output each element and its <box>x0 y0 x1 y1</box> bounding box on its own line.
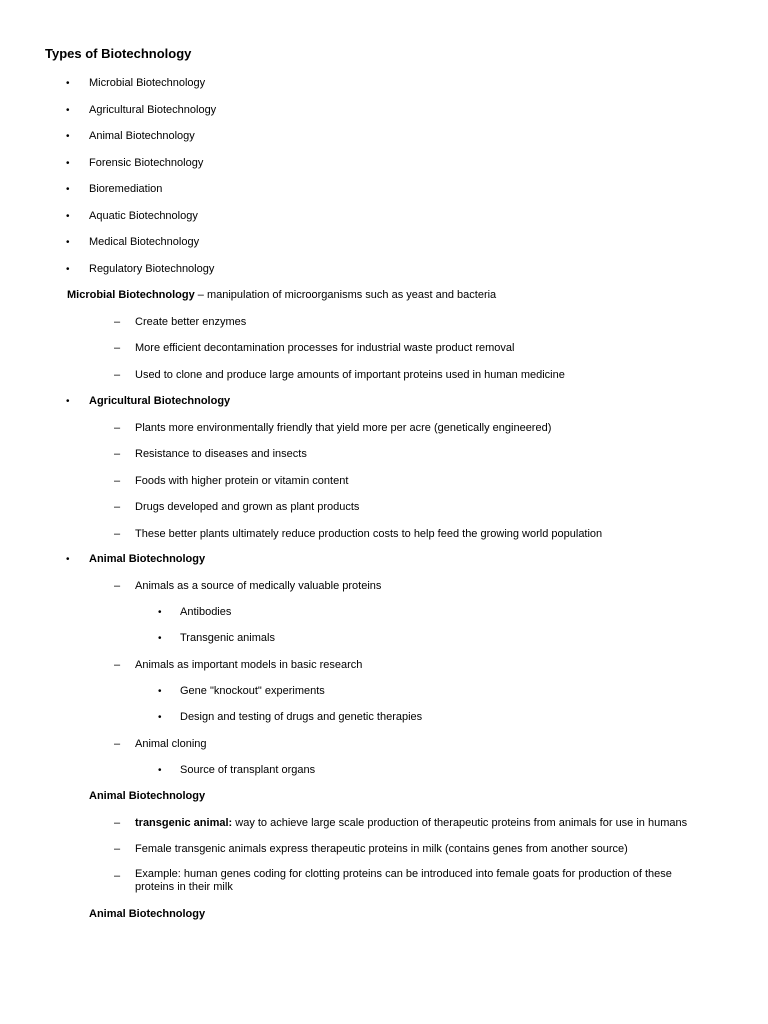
bullet: • <box>66 184 70 195</box>
page-title: Types of Biotechnology <box>45 46 192 61</box>
list-item: Medical Biotechnology <box>89 236 200 248</box>
list-item: Create better enzymes <box>135 316 247 328</box>
list-item: Microbial Biotechnology <box>89 77 206 89</box>
dash: – <box>114 528 121 540</box>
bullet: • <box>158 633 162 644</box>
term-description: way to achieve large scale production of therapeutic proteins from animals for use in humans <box>232 817 688 829</box>
list-item <box>135 816 687 830</box>
dash: – <box>114 659 121 671</box>
dash: – <box>114 475 121 487</box>
list-item: Aquatic Biotechnology <box>89 210 198 222</box>
bullet: • <box>66 237 70 248</box>
list-item: Used to clone and produce large amounts of important proteins used in human medicine <box>135 369 565 381</box>
list-item: Animals as a source of medically valuable proteins <box>135 580 382 592</box>
bullet: • <box>158 607 162 618</box>
sub-list-item: Gene "knockout" experiments <box>180 685 325 697</box>
list-item: Plants more environmentally friendly that yield more per acre (genetically engineered) <box>135 422 552 434</box>
list-item: Example: human genes coding for clotting proteins can be introduced into female goats for production of these proteins in their milk <box>135 868 672 893</box>
dash: – <box>114 422 121 434</box>
section-heading: Animal Biotechnology <box>89 908 206 920</box>
list-item: Animal Biotechnology <box>89 130 195 142</box>
list-item: Animals as important models in basic research <box>135 659 363 671</box>
list-item: Animal cloning <box>135 738 207 750</box>
list-item: Forensic Biotechnology <box>89 157 204 169</box>
bullet: • <box>66 78 70 89</box>
list-item: Agricultural Biotechnology <box>89 104 217 116</box>
list-item: Foods with higher protein or vitamin content <box>135 475 349 487</box>
list-item: Bioremediation <box>89 183 163 195</box>
list-item: Regulatory Biotechnology <box>89 263 215 275</box>
bullet: • <box>66 211 70 222</box>
sub-list-item: Source of transplant organs <box>180 764 316 776</box>
sub-list-item: Transgenic animals <box>180 632 275 644</box>
bullet: • <box>158 712 162 723</box>
list-item: Drugs developed and grown as plant products <box>135 501 360 513</box>
dash: – <box>114 501 121 513</box>
dash: – <box>114 369 121 381</box>
dash: – <box>114 342 121 354</box>
list-item: Resistance to diseases and insects <box>135 448 307 460</box>
section-description: – manipulation of microorganisms such as yeast and bacteria <box>194 289 497 301</box>
dash: – <box>114 817 121 829</box>
bullet: • <box>66 396 70 407</box>
microbial-line <box>67 288 496 302</box>
dash: – <box>114 448 121 460</box>
bullet: • <box>158 686 162 697</box>
sub-list-item: Antibodies <box>180 606 232 618</box>
list-item: These better plants ultimately reduce production costs to help feed the growing world population <box>135 528 603 540</box>
list-item: Female transgenic animals express therapeutic proteins in milk (contains genes from another source) <box>135 843 628 855</box>
bullet: • <box>66 105 70 116</box>
section-heading: Animal Biotechnology <box>89 553 206 565</box>
sub-list-item: Design and testing of drugs and genetic therapies <box>180 711 423 723</box>
bullet: • <box>66 554 70 565</box>
dash: – <box>114 316 121 328</box>
section-heading: Agricultural Biotechnology <box>89 395 231 407</box>
dash: – <box>114 843 121 855</box>
bullet: • <box>158 765 162 776</box>
section-heading: Animal Biotechnology <box>89 790 206 802</box>
dash: – <box>114 738 121 750</box>
list-item: More efficient decontamination processes for industrial waste product removal <box>135 342 515 354</box>
dash: – <box>114 580 121 592</box>
dash: – <box>114 870 121 882</box>
section-heading: Microbial Biotechnology <box>67 289 195 301</box>
bullet: • <box>66 158 70 169</box>
bullet: • <box>66 264 70 275</box>
term: transgenic animal: <box>135 817 233 829</box>
bullet: • <box>66 131 70 142</box>
